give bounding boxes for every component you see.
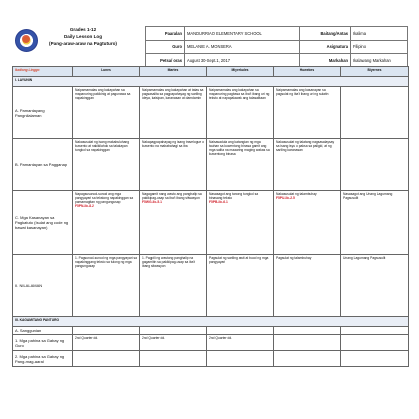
table-cell: 1. Pagsunod-sunod ng mga pangyayari sa napakinggang teksto sa tulong ng mga pangungusap	[73, 255, 140, 317]
table-row	[13, 87, 409, 139]
section-row	[13, 77, 409, 87]
row-label: C. Mga Kasanayan sa Pagkatuto (Isulat ang code ng bawat kasanayan)	[13, 191, 73, 255]
row-label: 1. Mga pahina sa Gabay ng Guro	[13, 335, 73, 351]
header-key: Asignatura	[300, 40, 351, 54]
table-row	[13, 335, 409, 351]
table-cell	[341, 335, 409, 351]
table-cell	[207, 351, 274, 367]
row-label: B. Pamantayan sa Pagganap	[13, 139, 73, 191]
table-cell	[274, 327, 341, 335]
table-cell: Nakasusulat ng isang makabuluhang kuwento at nakikilahok sa talakayan tungkol sa napakinggan	[73, 139, 140, 191]
table-cell	[341, 87, 409, 139]
header-left-title	[40, 26, 126, 47]
table-cell: 2nd Quarter dd.	[207, 335, 274, 351]
column-header-week: Ikatlong Linggo	[13, 67, 73, 77]
row-label: A. Pamantayang Pangnilalaman	[13, 87, 73, 139]
header-key: Markahan	[300, 54, 351, 68]
cell-text: Nagagamit nang wasto ang panghalip sa pakikipag-usap sa iba't ibang sitwasyon	[142, 192, 202, 200]
table-cell	[140, 327, 207, 335]
cell-text: Napagsusunod-sunod ang mga pangyayari sa tekstong napakinggan sa pamamagitan ng pangungusap	[75, 192, 134, 204]
table-cell	[274, 351, 341, 367]
table-cell	[341, 139, 409, 191]
header-row	[146, 40, 408, 54]
row-label: A. Sanggunian	[13, 327, 73, 335]
pang-araw-araw-label: (Pang-araw-araw na Pagtuturo)	[49, 41, 117, 46]
table-cell: Pagsulat ng sariling awit at buod ng mga pangyayari	[207, 255, 274, 317]
table-cell: 2nd Quarter dd.	[140, 335, 207, 351]
column-header-miyerkules: Miyerkules	[207, 67, 274, 77]
lesson-table	[12, 66, 409, 367]
header-key: Baitang/Antas	[300, 27, 351, 41]
table-row	[13, 327, 409, 335]
header-key: Paaralan	[146, 27, 185, 41]
table-cell: Nakapagpapahayag ng isang travelogue o kuwento na mababahagi sa iba	[140, 139, 207, 191]
table-cell	[274, 191, 341, 255]
header-value: Ikalawang Markahan	[351, 54, 408, 68]
header-value: August 30-Sept.1, 2017	[185, 54, 300, 68]
table-row	[13, 255, 409, 317]
header-info-grid	[145, 26, 408, 68]
cell-text: Nasasagot ang tanong tungkol sa binasang teksto	[209, 192, 259, 200]
section-kagamitan: III. KAGAMITANG PANTURO	[13, 317, 409, 327]
header-row	[146, 27, 408, 41]
header-value: Ikalima	[351, 27, 408, 41]
header-value: Filipino	[351, 40, 408, 54]
table-cell: 2nd Quarter dd.	[73, 335, 140, 351]
table-cell: Naipamamalas ang kakayahan sa mapanuring pakikinig at pagunawa sa napakinggan	[73, 87, 140, 139]
table-header-row	[13, 67, 409, 77]
header-value: MANDURRIAO ELEMENTARY SCHOOL	[185, 27, 300, 41]
competency-code: F5PB-IIc-6.1	[209, 200, 228, 204]
table-cell	[140, 191, 207, 255]
table-cell: Naipamamalas ang kakayahan at tatas sa pagsasalita sa pagpapahayag ng sariling ideya, kaisipan, karanasan at damdamin	[140, 87, 207, 139]
competency-code: F5PN-IIc-8.2	[75, 204, 94, 208]
table-cell: Unang Lagumang Pagsusulit	[341, 255, 409, 317]
competency-code: F5WG-IIc-5.1	[142, 200, 162, 204]
header-key: Petsa/ oras	[146, 54, 185, 68]
table-row	[13, 351, 409, 367]
header-value: MELANIE A. MONSERA	[185, 40, 300, 54]
table-cell	[73, 351, 140, 367]
column-header-biyernes: Biyernes	[341, 67, 409, 77]
table-cell	[207, 327, 274, 335]
cell-text: Nasasagot ang Unang Lagumang Pagsusulit	[343, 192, 393, 200]
table-cell	[341, 191, 409, 255]
table-cell: 1. Pagpili ng wastong panghalip na gagamitin sa pakikipag-usap sa iba't ibang sitwasyon	[140, 255, 207, 317]
table-cell	[73, 191, 140, 255]
column-header-huwebes: Huwebes	[274, 67, 341, 77]
column-header-lunes: Lunes	[73, 67, 140, 77]
deped-seal-icon	[15, 29, 38, 52]
table-cell	[341, 327, 409, 335]
cell-text: Nakasusulat ng talambuhay	[276, 192, 317, 196]
table-cell: Naipamamalas ang kakayahan sa mapanuring pagbasa sa iba't ibang uri ng teksto at napapalawak ang talasalitaan	[207, 87, 274, 139]
table-cell: Naisasadula ang katangian ng mga tauhan sa kuwentong binasa gamit ang mga salita na maaaring maging wakas sa kuwentong binasa	[207, 139, 274, 191]
table-cell: Pagsulat ng talambuhay	[274, 255, 341, 317]
grades-label: Grades 1-12	[69, 27, 97, 32]
table-cell	[341, 351, 409, 367]
header-key: Guro	[146, 40, 185, 54]
table-cell	[274, 335, 341, 351]
section-row	[13, 317, 409, 327]
table-cell: Naipamamalas ang kasanayan sa pagsulat ng iba't ibang uri ng sulatin	[274, 87, 341, 139]
table-cell	[207, 191, 274, 255]
daily-lesson-log-label: Daily Lesson Log	[63, 34, 103, 39]
table-cell	[140, 351, 207, 367]
column-header-martes: Martes	[140, 67, 207, 77]
row-label: 2. Mga pahina sa Gabay ng Pang-mag-aaral	[13, 351, 73, 367]
table-cell: Nakasusulat ng talatang nagsasalaysay sa isang isyu o paksa sa paligid, at ng sariling karanasan	[274, 139, 341, 191]
competency-code: F5PU-IIc-2.5	[276, 196, 295, 200]
section-layunin: I. LAYUNIN	[13, 77, 409, 87]
row-label: II. NILALAMAN	[13, 255, 73, 317]
table-cell	[73, 327, 140, 335]
table-row	[13, 139, 409, 191]
table-row	[13, 191, 409, 255]
